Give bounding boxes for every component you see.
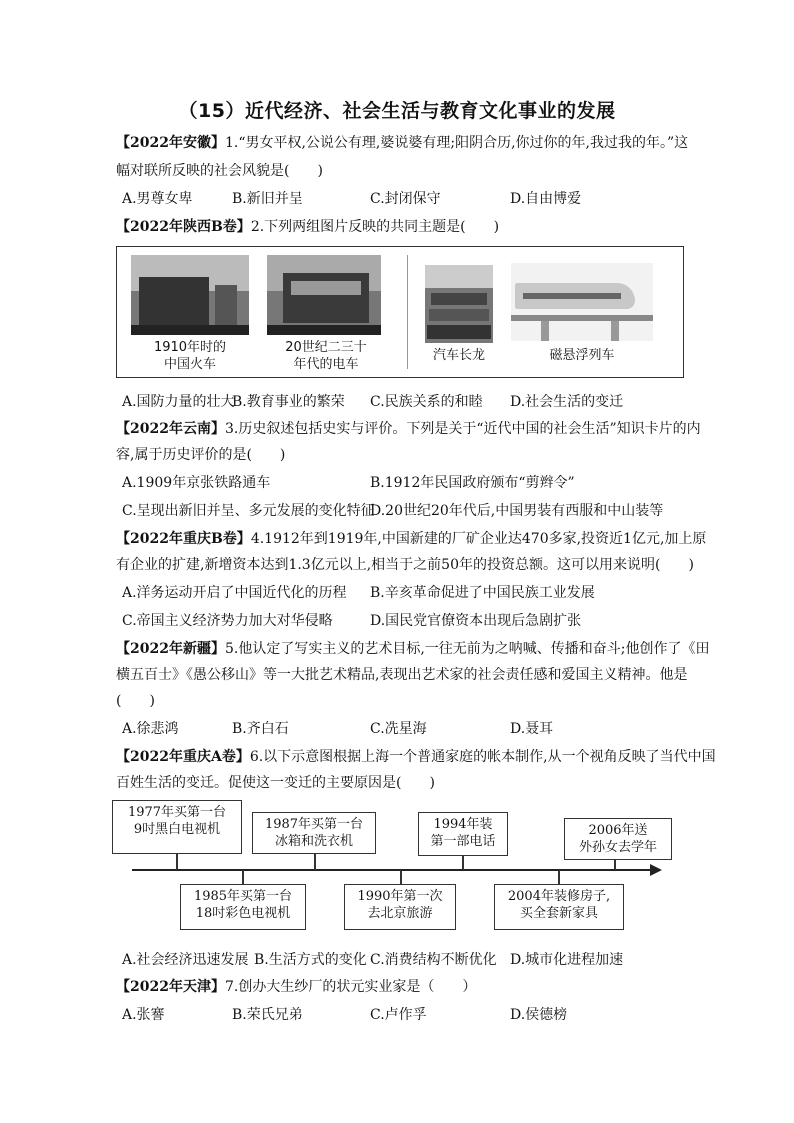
question-6-line-1: 【2022年重庆A卷】6.以下示意图根据上海一个普通家庭的帐本制作,从一个视角反映了当代中国 [116,749,716,765]
option-d[interactable]: D.聂耳 [510,721,554,737]
option-a[interactable]: A.国防力量的壮大 [122,394,235,410]
timeline-event-1977: 1977年买第一台 9吋黑白电视机 [112,800,242,854]
option-b[interactable]: B.1912年民国政府颁布“剪辫令” [370,475,575,491]
photo-traffic-jam [425,265,493,343]
option-b[interactable]: B.生活方式的变化 [254,952,367,968]
question-6-line-2: 百姓生活的变迁。促使这一变迁的主要原因是( ) [116,775,435,791]
question-1-line-1: 【2022年安徽】1.“男女平权,公说公有理,婆说婆有理;阳阴合历,你过你的年,我过我的年。”这 [116,135,689,151]
option-a[interactable]: A.1909年京张铁路通车 [122,475,271,491]
option-d[interactable]: D.社会生活的变迁 [510,394,624,410]
question-4-source: 【2022年重庆B卷】 [116,531,251,547]
question-5-source: 【2022年新疆】 [116,641,225,657]
option-b[interactable]: B.新旧并呈 [232,191,303,207]
question-5-line-2: 横五百士》《愚公移山》等一大批艺术精品,表现出艺术家的社会责任感和爱国主义精神。他是 [116,667,688,683]
option-c[interactable]: C.帝国主义经济势力加大对华侵略 [122,613,333,629]
photo-figure [116,246,684,378]
question-1-line-2: 幅对联所反映的社会风貌是( ) [116,163,323,179]
question-1-source: 【2022年安徽】 [116,135,225,151]
option-c[interactable]: C.民族关系的和睦 [370,394,483,410]
option-c[interactable]: C.卢作孚 [370,1007,427,1023]
option-d[interactable]: D.自由博爱 [510,191,582,207]
timeline-event-2004: 2004年装修房子, 买全套新家具 [494,884,624,930]
photo-maglev-train [511,263,653,341]
timeline-event-1990: 1990年第一次 去北京旅游 [344,884,456,930]
caption-1910-train: 1910年时的 中国火车 [153,340,227,372]
option-c[interactable]: C.呈现出新旧并呈、多元发展的变化特征 [122,503,375,519]
page-title: （15）近代经济、社会生活与教育文化事业的发展 [178,100,616,122]
question-3-line-2: 容,属于历史评价的是( ) [116,447,286,463]
timeline-event-1985: 1985年买第一台 18吋彩色电视机 [180,884,306,930]
option-c[interactable]: C.封闭保守 [370,191,441,207]
option-b[interactable]: B.荣氏兄弟 [232,1007,303,1023]
figure-divider [407,255,408,369]
option-a[interactable]: A.徐悲鸿 [122,721,179,737]
question-4-line-2: 有企业的扩建,新增资本达到1.3亿元以上,相当于之前50年的投资总额。这可以用来说明( ) [116,557,694,573]
option-d[interactable]: D.国民党官僚资本出现后急剧扩张 [370,613,582,629]
option-c[interactable]: C.冼星海 [370,721,427,737]
question-4-line-1: 【2022年重庆B卷】4.1912年到1919年,中国新建的厂矿企业达470多家,投资近1亿元,加上原 [116,531,707,547]
question-3-line-1: 【2022年云南】3.历史叙述包括史实与评价。下列是关于“近代中国的社会生活”知识卡片的内 [116,421,701,437]
question-3-source: 【2022年云南】 [116,421,225,437]
question-2-line-1: 【2022年陕西B卷】2.下列两组图片反映的共同主题是( ) [116,219,500,235]
question-7-source: 【2022年天津】 [116,979,225,995]
option-d[interactable]: D.城市化进程加速 [510,952,624,968]
timeline-event-2006: 2006年送 外孙女去学年 [564,818,672,860]
timeline-event-1987: 1987年买第一台 冰箱和洗衣机 [252,812,376,854]
caption-maglev-train: 磁悬浮列车 [549,348,615,363]
question-7-line-1: 【2022年天津】7.创办大生纱厂的状元实业家是（ ） [116,979,477,995]
timeline-arrow-icon [650,864,662,876]
option-d[interactable]: D.20世纪20年代后,中国男装有西服和中山装等 [370,503,664,519]
photo-1910-train [131,255,249,335]
option-b[interactable]: B.教育事业的繁荣 [232,394,345,410]
option-c[interactable]: C.消费结构不断优化 [370,952,497,968]
caption-tram: 20世纪二三十 年代的电车 [285,340,367,372]
question-2-source: 【2022年陕西B卷】 [116,219,251,235]
option-a[interactable]: A.男尊女卑 [122,191,193,207]
timeline-axis [132,869,654,871]
caption-traffic-jam: 汽车长龙 [432,348,485,363]
option-a[interactable]: A.洋务运动开启了中国近代化的历程 [122,585,347,601]
photo-tram [267,255,381,335]
option-b[interactable]: B.齐白石 [232,721,289,737]
timeline-event-1994: 1994年装 第一部电话 [418,812,508,856]
question-5-line-3: ( ) [116,693,155,709]
option-b[interactable]: B.辛亥革命促进了中国民族工业发展 [370,585,595,601]
question-5-line-1: 【2022年新疆】5.他认定了写实主义的艺术目标,一往无前为之呐喊、传播和奋斗;他创作了《田 [116,641,710,657]
option-d[interactable]: D.侯德榜 [510,1007,568,1023]
question-6-source: 【2022年重庆A卷】 [116,749,250,765]
option-a[interactable]: A.社会经济迅速发展 [122,952,249,968]
option-a[interactable]: A.张謇 [122,1007,165,1023]
